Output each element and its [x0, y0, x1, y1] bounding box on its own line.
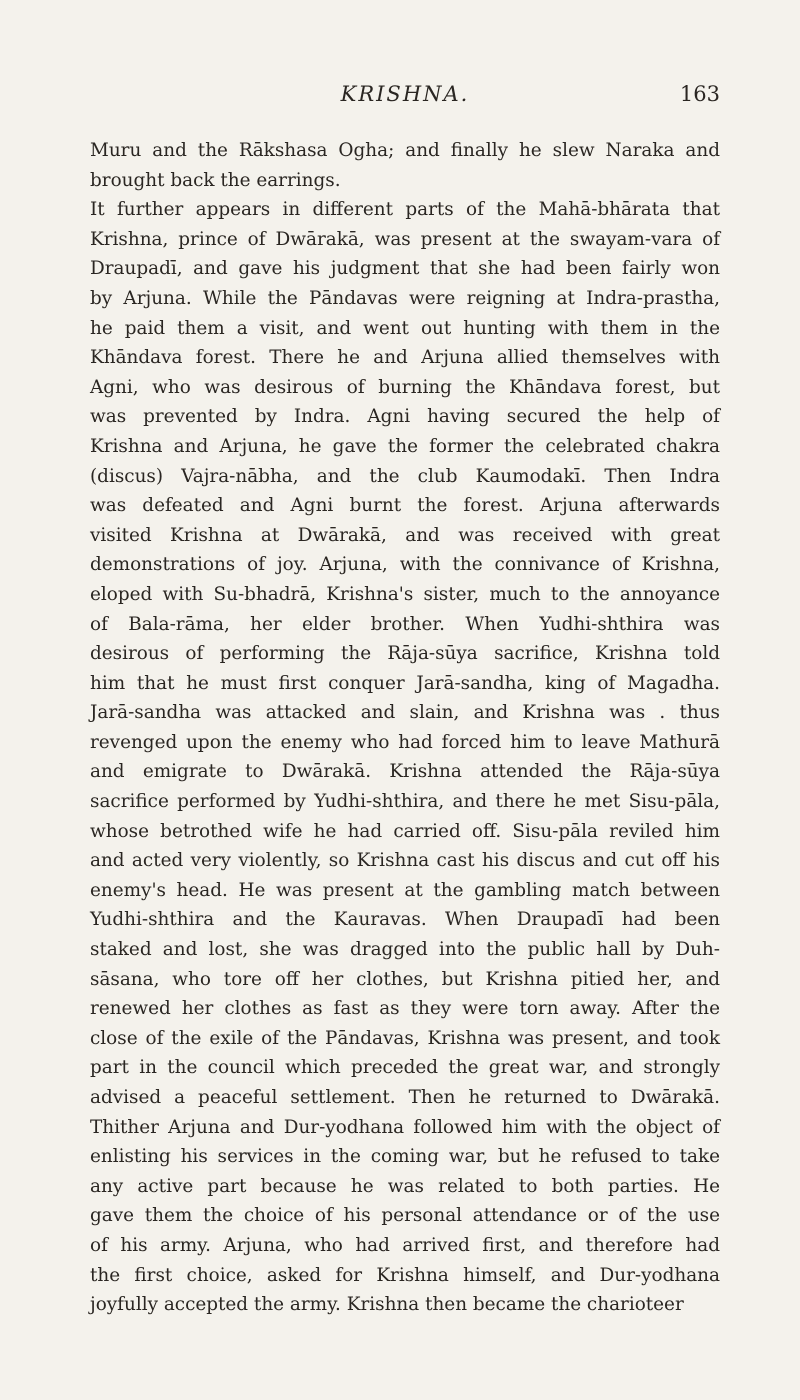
text-line: sāsana, who tore off her clothes, but Krishna pitied her, and	[90, 968, 720, 990]
text-line: was defeated and Agni burnt the forest. Arjuna afterwards	[90, 495, 720, 517]
text-line: Krishna and Arjuna, he gave the former the celebrated chakra	[90, 435, 720, 457]
text-line: and emigrate to Dwārakā. Krishna attended the Rāja-sūya	[90, 761, 720, 783]
text-line: desirous of performing the Rāja-sūya sacrifice, Krishna told	[90, 643, 720, 665]
text-line: renewed her clothes as fast as they were torn away. After the	[90, 998, 720, 1020]
text-line: Khāndava forest. There he and Arjuna allied themselves with	[90, 347, 720, 369]
text-line: enlisting his services in the coming war, but he refused to take	[90, 1146, 720, 1168]
text-line: and acted very violently, so Krishna cast his discus and cut off his	[90, 850, 720, 872]
text-line: advised a peaceful settlement. Then he returned to Dwārakā.	[90, 1087, 720, 1108]
text-line: him that he must first conquer Jarā-sandha, king of Magadha.	[90, 672, 720, 694]
text-line: Draupadī, and gave his judgment that she had been fairly won	[90, 258, 720, 280]
text-line: joyfully accepted the army. Krishna then became the charioteer	[90, 1294, 684, 1316]
text-line: of his army. Arjuna, who had arrived first, and therefore had	[90, 1234, 720, 1256]
text-line: Jarā-sandha was attacked and slain, and Krishna was . thus	[90, 702, 720, 724]
text-line: It further appears in different parts of the Mahā-bhārata that	[90, 199, 720, 221]
text-line: whose betrothed wife he had carried off. Sisu-pāla reviled him	[90, 820, 720, 842]
text-line: demonstrations of joy. Arjuna, with the connivance of Krishna,	[90, 554, 720, 576]
text-line: eloped with Su-bhadrā, Krishna's sister, much to the annoyance	[90, 583, 720, 605]
text-line: Krishna, prince of Dwārakā, was present at the swayam-vara of	[90, 228, 720, 250]
text-line: revenged upon the enemy who had forced him to leave Mathurā	[90, 731, 720, 753]
page-number: 163	[679, 82, 720, 106]
text-line: (discus) Vajra-nābha, and the club Kaumodakī. Then Indra	[90, 465, 720, 487]
page-header	[90, 82, 720, 122]
text-line: he paid them a visit, and went out hunting with them in the	[90, 317, 720, 339]
text-line: by Arjuna. While the Pāndavas were reigning at Indra-prastha,	[90, 287, 720, 309]
text-line: Yudhi-shthira and the Kauravas. When Draupadī had been	[90, 909, 720, 931]
text-line: Muru and the Rākshasa Ogha; and finally he slew Naraka and	[90, 140, 720, 161]
text-line: of Bala-rāma, her elder brother. When Yudhi-shthira was	[90, 613, 720, 635]
text-line: Agni, who was desirous of burning the Khāndava forest, but	[90, 376, 720, 398]
text-line: any active part because he was related to both parties. He	[90, 1175, 720, 1197]
text-line: close of the exile of the Pāndavas, Krishna was present, and took	[90, 1027, 720, 1049]
text-line: enemy's head. He was present at the gambling match between	[90, 879, 720, 901]
running-head: KRISHNA.	[340, 82, 470, 106]
text-line: was prevented by Indra. Agni having secured the help of	[90, 406, 720, 428]
body-text	[90, 136, 720, 1320]
text-line: Thither Arjuna and Dur-yodhana followed him with the object of	[90, 1116, 720, 1138]
text-line: visited Krishna at Dwārakā, and was received with great	[90, 524, 720, 546]
text-line: the first choice, asked for Krishna himself, and Dur-yodhana	[90, 1264, 720, 1286]
text-line: sacrifice performed by Yudhi-shthira, and there he met Sisu-pāla,	[90, 791, 720, 813]
text-line: part in the council which preceded the great war, and strongly	[90, 1057, 720, 1079]
text-line: gave them the choice of his personal attendance or of the use	[90, 1205, 720, 1227]
text-line: brought back the earrings.	[90, 169, 341, 191]
text-line: staked and lost, she was dragged into the public hall by Duh-	[90, 939, 720, 961]
